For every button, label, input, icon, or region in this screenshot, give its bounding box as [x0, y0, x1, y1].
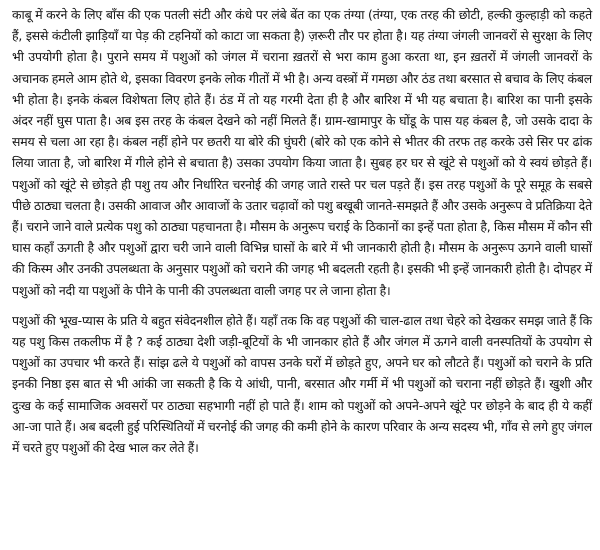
paragraph-1: काबू में करने के लिए बाँस की एक पतली संटी और कंधे पर लंबे बेंत का एक तंग्या (तंग्या, एक तरह की छोटी, हल्की कुल्हाड़ी को कहते हैं, इससे कंटीली झाड़ियाँ या पेड़ की टहनियों को काटा जा सकता है) ज़रूरी तौर पर होता है। यह तंग्या जंगली जानवरों से सुरक्षा के लिए भी उपयोगी होता है। पुराने समय में पशुओं को जंगल में चराना ख़तरों से भरा काम हुआ करता था, इन ख़तरों में जंगली जानवरों के अचानक हमले आम होते थे, इसका विवरण इनके लोक गीतों में भी है। अन्य वस्त्रों में गमछा और ठंड तथा बरसात से बचाव के लिए कंबल भी होता है। इनके कंबल विशेषता लिए होते हैं। ठंड में तो यह गरमी देता ही है और बारिश में भी यह बचाता है। बारिश का पानी इसके अंदर नहीं घुस पाता है। अब इस तरह के कंबल देखने को नहीं मिलते हैं। ग्राम-खामापुर के घोंडू के पास यह कंबल है, जो उसके दादा के समय से चला आ रहा है। कंबल नहीं होने पर छतरी या बोरे की घुंघरी (बोरे को एक कोने से भीतर की तरफ तह करके उसे सिर पर ढांक लिया जाता है, जो बारिश में गीले होने से बचाता है) उसका उपयोग किया जाता है। सुबह हर घर से खूंटे से पशुओं को ये स्वयं छोड़ते हैं। पशुओं को खूंटे से छोड़ते ही पशु तय और निर्धारित चरनोई की जगह जाते रास्ते पर चल पड़ते हैं। इस तरह पशुओं के पूरे समूह के सबसे पीछे ठाठ्या चलता है। उसकी आवाज और आवाजों के उतार चढ़ावों को पशु बखूबी जानते-समझते हैं और उसके अनुरूप वे प्रतिक्रिया देते हैं। चराने जाने वाले प्रत्येक पशु को ठाठ्या पहचानता है। मौसम के अनुरूप चराई के ठिकानों का इन्हें पता होता है, किस मौसम में कौन सी घास कहाँ ऊगती है और पशुओं द्वारा चरी जाने वाली विभिन्न घासों के बारे में भी जानकारी होती है। मौसम के अनुरूप ऊगने वाली घासों की किस्म और उनकी उपलब्धता के अनुसार पशुओं को चराने की जगह भी बदलती रहती है। इसकी भी इन्हें जानकारी होती है। दोपहर में पशुओं को नदी या पशुओं के पीने के पानी की उपलब्धता वाली जगह पर ले जाना होता है। [12, 7, 592, 298]
paragraph-2: पशुओं की भूख-प्यास के प्रति ये बहुत संवेदनशील होते हैं। यहाँ तक कि वह पशुओं की चाल-ढाल तथा चेहरे को देखकर समझ जाते हैं कि यह पशु किस तकलीफ में है ? कई ठाठ्या देशी जड़ी-बूटियों के भी जानकार होते हैं और जंगल में ऊगने वाली वनस्पतियों के उपयोग से पशुओं का उपचार भी करते हैं। सांझ ढले ये पशुओं को वापस उनके घरों में छोड़ते हुए, अपने घर को लौटते हैं। पशुओं को चराने के प्रति इनकी निष्ठा इस बात से भी आंकी जा सकती है कि ये आंधी, पानी, बरसात और गर्मी में भी पशुओं को चराना नहीं छोड़ते हैं। खुशी और दुःख के कई सामाजिक अवसरों पर ठाठ्या सहभागी नहीं हो पाते हैं। शाम को पशुओं को अपने-अपने खूंटे पर छोड़ने के बाद ही ये कहीं आ-जा पाते हैं। अब बदली हुई परिस्थितियों में चरनोई की जगह की कमी होने के कारण परिवार के अन्य सदस्य भी, गाँव से लगे हुए जंगल में चरते हुए पशुओं की देख भाल कर लेते हैं। [12, 312, 592, 456]
